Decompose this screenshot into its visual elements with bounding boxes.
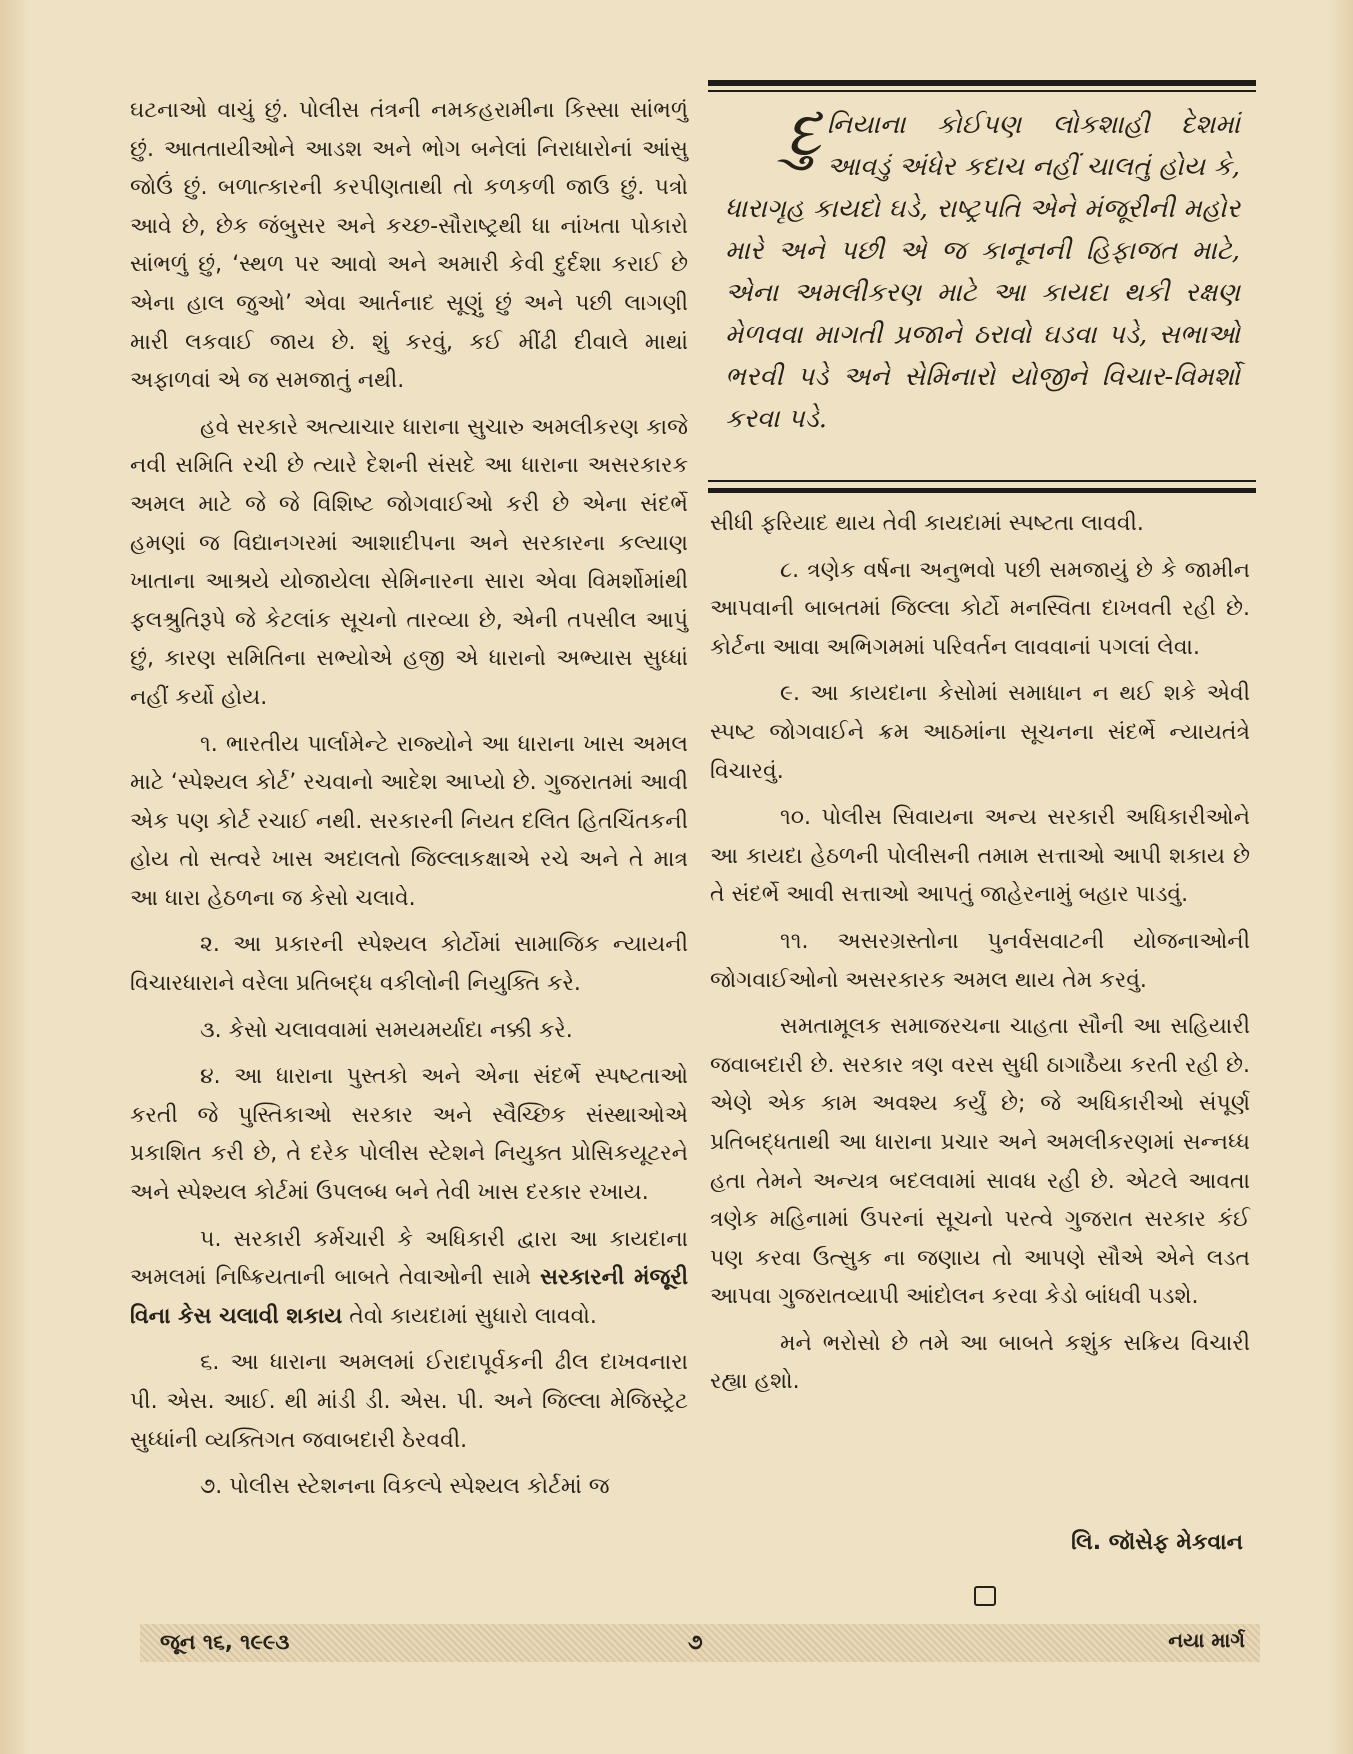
bold-text: સરકારની મંજૂરી વિના કેસ ચલાવી શકાય (130, 1265, 688, 1329)
paragraph: ઘટનાઓ વાચું છું. પોલીસ તંત્રની નમકહરામીના કિસ્સા સાંભળું છું. આતતાયીઓને આડશ અને ભોગ બનેલાં નિરાધારોનાં આંસુ જોઉં છું. બળાત્કારની કરપીણતાથી તો કળકળી જાઉ છું. પત્રો આવે છે, છેક જંબુસર અને કચ્છ-સૌરાષ્ટ્રથી ધા નાંખતા પોકારો સાંભળું છું, ‘સ્થળ પર આવો અને અમારી કેવી દુર્દશા કરાઈ છે એના હાલ જુઓ’ એવા આર્તનાદ સૂણું છું અને પછી લાગણી મારી લકવાઈ જાય છે. શું કરવું, કઈ મીંઢી દીવાલે માથાં અફાળવાં એ જ સમજાતું નથી. (130, 98, 688, 394)
page-edge-left (0, 0, 30, 1754)
paragraph: સીધી ફરિયાદ થાય તેવી કાયદામાં સ્પષ્ટતા લાવવી. (710, 511, 1144, 536)
list-item: ૪. આ ધારાના પુસ્તકો અને એના સંદર્ભે સ્પષ્ટતાઓ કરતી જે પુસ્તિકાઓ સરકાર અને સ્વૈચ્છિક સંસ્થાઓએ પ્રકાશિત કરી છે, તે દરેક પોલીસ સ્ટેશને નિયુક્ત પ્રોસિકયૂટરને અને સ્પેશ્યલ કોર્ટમાં ઉપલબ્ધ બને તેવી ખાસ દરકાર રખાય. (130, 1064, 688, 1206)
list-item: ૯. આ કાયદાના કેસોમાં સમાધાન ન થઈ શકે એવી સ્પષ્ટ જોગવાઈને ક્રમ આઠમાંના સૂચનના સંદર્ભે ન્યાયતંત્રે વિચારવું. (710, 681, 1250, 784)
list-item: ૧૧. અસરગ્રસ્તોના પુનર્વસવાટની યોજનાઓની જોગવાઈઓનો અસરકારક અમલ થાય તેમ કરવું. (710, 928, 1250, 993)
end-mark-icon (974, 1586, 996, 1606)
left-column (130, 92, 688, 1515)
list-item: ૨. આ પ્રકારની સ્પેશ્યલ કોર્ટોમાં સામાજિક ન્યાયની વિચારધારાને વરેલા પ્રતિબદ્ધ વકીલોની નિયુક્તિ કરે. (130, 932, 688, 997)
callout-top-rule (708, 80, 1256, 86)
callout-top-rule-thin (708, 90, 1256, 92)
pull-quote-text: નિયાના કોઈપણ લોકશાહી દેશમાં આવડું અંધેર કદાચ નહીં ચાલતું હોય કે, ધારાગૃહ કાયદો ઘડે, રાષ્ટ્રપતિ એને મંજૂરીની મહોર મારે અને પછી એ જ કાનૂનની હિફાજત માટે, એના અમલીકરણ માટે આ કાયદા થકી રક્ષણ મેળવવા માગતી પ્રજાને ઠરાવો ઘડવા પડે, સભાઓ ભરવી પડે અને સેમિનારો યોજીને વિચાર-વિમર્શો કરવા પડે. (725, 110, 1240, 434)
callout-bottom-rule-thin (708, 480, 1256, 482)
list-item: ૬. આ ધારાના અમલમાં ઈરાદાપૂર્વકની ઢીલ દાખવનારા પી. એસ. આઈ. થી માંડી ડી. એસ. પી. અને જિલ્લા મેજિસ્ટ્રેટ સુધ્ધાંની વ્યક્તિગત જવાબદારી ઠેરવવી. (130, 1350, 688, 1453)
footer-date: જૂન ૧૬, ૧૯૯૩ (160, 1630, 290, 1654)
list-item: ૮. ત્રણેક વર્ષના અનુભવો પછી સમજાયું છે કે જામીન આપવાની બાબતમાં જિલ્લા કોર્ટો મનસ્વિતા દાખવતી રહી છે. કોર્ટના આવા અભિગમમાં પરિવર્તન લાવવાનાં પગલાં લેવા. (710, 557, 1250, 660)
paragraph: હવે સરકારે અત્યાચાર ધારાના સુચારુ અમલીકરણ કાજે નવી સમિતિ રચી છે ત્યારે દેશની સંસદે આ ધારાના અસરકારક અમલ માટે જે જે વિશિષ્ટ જોગવાઈઓ કરી છે એના સંદર્ભે હમણાં જ વિદ્યાનગરમાં આશાદીપના અને સરકારના કલ્યાણ ખાતાના આશ્રયે યોજાયેલા સેમિનારના સારા એવા વિમર્શોમાંથી ફલશ્રુતિરૂપે જે કેટલાંક સૂચનો તારવ્યા છે, એની તપસીલ આપું છું, કારણ સમિતિના સભ્યોએ હજી એ ધારાનો અભ્યાસ સુધ્ધાં નહીં કર્યો હોય. (130, 414, 688, 710)
list-item: ૧૦. પોલીસ સિવાયના અન્ય સરકારી અધિકારીઓને આ કાયદા હેઠળની પોલીસની તમામ સત્તાઓ આપી શકાય છે તે સંદર્ભે આવી સત્તાઓ આપતું જાહેરનામું બહાર પાડવું. (710, 805, 1250, 908)
paragraph: સમતામૂલક સમાજરચના ચાહતા સૌની આ સહિયારી જવાબદારી છે. સરકાર ત્રણ વરસ સુધી ઠાગાઠૈયા કરતી રહી છે. એણે એક કામ અવશ્ય કર્યું છે; જે અધિકારીઓ સંપૂર્ણ પ્રતિબદ્ધતાથી આ ધારાના પ્રચાર અને અમલીકરણમાં સન્નધ્ધ હતા તેમને અન્યત્ર બદલવામાં સાવધ રહી છે. એટલે આવતા ત્રણેક મહિનામાં ઉપરનાં સૂચનો પરત્વે ગુજરાત સરકાર કંઈ પણ કરવા ઉત્સુક ના જણાય તો આપણે સૌએ એને લડત આપવા ગુજરાતવ્યાપી આંદોલન કરવા કેડો બાંધવી પડશે. (710, 1014, 1250, 1310)
list-item: ૭. પોલીસ સ્ટેશનના વિકલ્પે સ્પેશ્યલ કોર્ટમાં જ (200, 1474, 610, 1500)
list-item: ૩. કેસો ચલાવવામાં સમયમર્યાદા નક્કી કરે. (200, 1017, 573, 1043)
author-signature: લિ. જૉસેફ મેકવાન (1071, 1530, 1243, 1555)
paragraph: મને ભરોસો છે તમે આ બાબતે કશુંક સક્રિય વિચારી રહ્યા હશો. (710, 1330, 1250, 1395)
list-item (130, 1221, 688, 1337)
page-number: ૭ (688, 1630, 703, 1654)
callout-bottom-rule (708, 488, 1256, 493)
drop-cap: દુ (785, 97, 821, 171)
text-run: ૫. સરકારી કર્મચારી કે અધિકારી દ્વારા આ કાયદાના અમલમાં નિષ્ક્રિયતાની બાબતે તેવાઓની સામે (130, 1226, 688, 1291)
right-column (710, 505, 1250, 1410)
magazine-name: નયા માર્ગ (1168, 1628, 1245, 1652)
list-item: ૧. ભારતીય પાર્લામેન્ટે રાજ્યોને આ ધારાના ખાસ અમલ માટે ‘સ્પેશ્યલ કોર્ટ’ રચવાનો આદેશ આપ્યો છે. ગુજરાતમાં આવી એક પણ કોર્ટ રચાઈ નથી. સરકારની નિયત દલિત હિતચિંતકની હોય તો સત્વરે ખાસ અદાલતો જિલ્લાકક્ષાએ રચે અને તે માત્ર આ ધારા હેઠળના જ કેસો ચલાવે. (130, 731, 688, 911)
page-edge-right (1328, 0, 1353, 1754)
pull-quote (725, 97, 1240, 440)
text-run: તેવો કાયદામાં સુધારો લાવવો. (342, 1303, 597, 1329)
